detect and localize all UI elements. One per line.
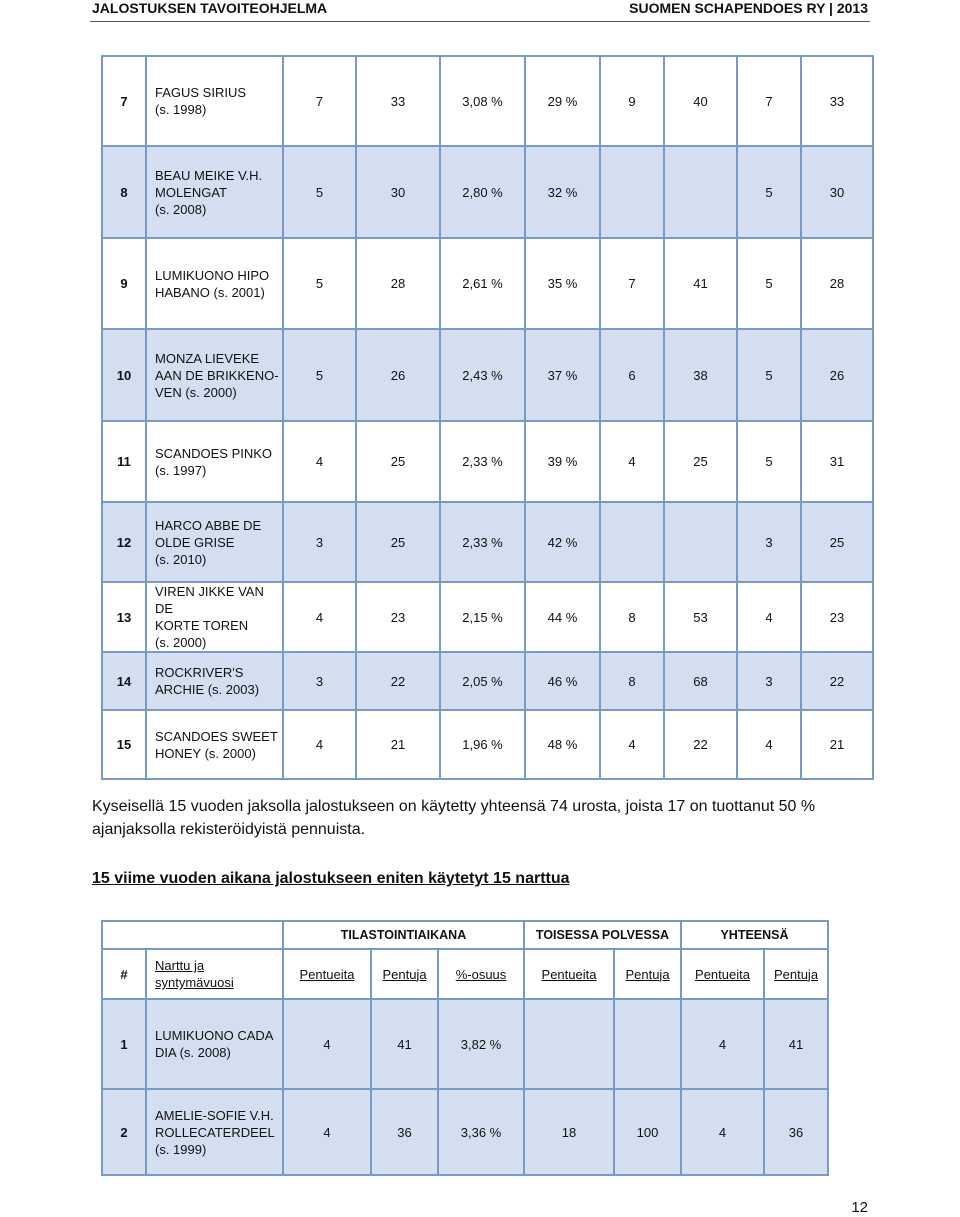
second-gen-litters: 9 — [601, 55, 665, 147]
dog-name: FAGUS SIRIUS (s. 1998) — [147, 55, 284, 147]
share: 2,43 % — [441, 330, 526, 422]
share: 2,05 % — [441, 653, 526, 711]
share: 3,08 % — [441, 55, 526, 147]
cumulative-share: 32 % — [526, 147, 601, 239]
total-litters: 5 — [738, 422, 802, 503]
page-header — [0, 0, 960, 22]
cumulative-share: 46 % — [526, 653, 601, 711]
row-number: 12 — [101, 503, 147, 583]
dog-name: VIREN JIKKE VAN DE KORTE TOREN (s. 2000) — [147, 583, 284, 653]
puppies: 23 — [357, 583, 441, 653]
total-litters: 4 — [738, 711, 802, 780]
cumulative-share: 29 % — [526, 55, 601, 147]
header-rule — [90, 21, 870, 22]
puppies: 22 — [357, 653, 441, 711]
col-header-total-puppies: Pentuja — [765, 950, 829, 1000]
total-puppies: 26 — [802, 330, 874, 422]
total-litters: 3 — [738, 653, 802, 711]
litters: 3 — [284, 653, 357, 711]
page-number: 12 — [851, 1199, 868, 1216]
row-number: 14 — [101, 653, 147, 711]
dog-name: SCANDOES PINKO (s. 1997) — [147, 422, 284, 503]
second-gen-litters: 18 — [525, 1090, 615, 1176]
total-puppies: 21 — [802, 711, 874, 780]
header-organization: SUOMEN SCHAPENDOES RY | 2013 — [629, 0, 868, 16]
second-gen-litters: 4 — [601, 422, 665, 503]
second-gen-puppies: 41 — [665, 239, 738, 330]
table-row — [101, 653, 874, 711]
dog-name: HARCO ABBE DE OLDE GRISE (s. 2010) — [147, 503, 284, 583]
row-number: 13 — [101, 583, 147, 653]
puppies: 33 — [357, 55, 441, 147]
table-group-header — [101, 920, 829, 950]
second-gen-litters — [601, 503, 665, 583]
table-row — [101, 147, 874, 239]
second-gen-litters: 8 — [601, 583, 665, 653]
col-header-litters: Pentueita — [284, 950, 372, 1000]
females-table — [101, 920, 829, 1176]
row-number: 11 — [101, 422, 147, 503]
row-number: 10 — [101, 330, 147, 422]
header-title: JALOSTUKSEN TAVOITEOHJELMA — [92, 0, 328, 16]
second-gen-puppies: 100 — [615, 1090, 682, 1176]
litters: 4 — [284, 1000, 372, 1090]
litters: 7 — [284, 55, 357, 147]
second-gen-puppies — [665, 503, 738, 583]
dog-name: ROCKRIVER'S ARCHIE (s. 2003) — [147, 653, 284, 711]
share: 2,80 % — [441, 147, 526, 239]
cumulative-share: 44 % — [526, 583, 601, 653]
second-gen-puppies: 38 — [665, 330, 738, 422]
second-gen-litters — [601, 147, 665, 239]
puppies: 26 — [357, 330, 441, 422]
col-header-second-gen-puppies: Pentuja — [615, 950, 682, 1000]
col-header-share: %-osuus — [439, 950, 525, 1000]
total-puppies: 31 — [802, 422, 874, 503]
puppies: 30 — [357, 147, 441, 239]
table-row — [101, 1000, 829, 1090]
males-table — [101, 55, 874, 780]
total-litters: 3 — [738, 503, 802, 583]
total-puppies: 28 — [802, 239, 874, 330]
cumulative-share: 39 % — [526, 422, 601, 503]
total-litters: 4 — [682, 1090, 765, 1176]
litters: 4 — [284, 422, 357, 503]
row-number: 9 — [101, 239, 147, 330]
second-gen-litters: 7 — [601, 239, 665, 330]
table-row — [101, 239, 874, 330]
litters: 5 — [284, 330, 357, 422]
table-row — [101, 1090, 829, 1176]
second-gen-litters: 8 — [601, 653, 665, 711]
table-row — [101, 503, 874, 583]
dog-name: SCANDOES SWEET HONEY (s. 2000) — [147, 711, 284, 780]
litters: 5 — [284, 147, 357, 239]
table-row — [101, 422, 874, 503]
cumulative-share: 35 % — [526, 239, 601, 330]
puppies: 25 — [357, 503, 441, 583]
share: 3,36 % — [439, 1090, 525, 1176]
group-header-total: YHTEENSÄ — [682, 920, 829, 950]
table-row — [101, 711, 874, 780]
females-section-heading: 15 viime vuoden aikana jalostukseen eniten käytetyt 15 narttua — [92, 870, 570, 887]
litters: 4 — [284, 1090, 372, 1176]
total-puppies: 25 — [802, 503, 874, 583]
col-header-female: Narttu ja syntymävuosi — [147, 950, 284, 1000]
cumulative-share: 37 % — [526, 330, 601, 422]
second-gen-puppies — [615, 1000, 682, 1090]
total-puppies: 33 — [802, 55, 874, 147]
total-puppies: 41 — [765, 1000, 829, 1090]
group-header-statistics-period: TILASTOINTIAIKANA — [284, 920, 525, 950]
second-gen-litters: 6 — [601, 330, 665, 422]
second-gen-litters: 4 — [601, 711, 665, 780]
share: 2,15 % — [441, 583, 526, 653]
puppies: 28 — [357, 239, 441, 330]
share: 3,82 % — [439, 1000, 525, 1090]
dog-name: LUMIKUONO CADA DIA (s. 2008) — [147, 1000, 284, 1090]
total-puppies: 36 — [765, 1090, 829, 1176]
total-litters: 5 — [738, 330, 802, 422]
total-litters: 4 — [738, 583, 802, 653]
row-number: 8 — [101, 147, 147, 239]
puppies: 21 — [357, 711, 441, 780]
table-row — [101, 330, 874, 422]
total-litters: 7 — [738, 55, 802, 147]
table-row — [101, 583, 874, 653]
litters: 5 — [284, 239, 357, 330]
col-header-total-litters: Pentueita — [682, 950, 765, 1000]
total-litters: 5 — [738, 239, 802, 330]
total-puppies: 30 — [802, 147, 874, 239]
group-header-blank — [101, 920, 284, 950]
dog-name: LUMIKUONO HIPO HABANO (s. 2001) — [147, 239, 284, 330]
table-row — [101, 55, 874, 147]
share: 2,33 % — [441, 503, 526, 583]
second-gen-puppies: 25 — [665, 422, 738, 503]
table-column-header — [101, 950, 829, 1000]
second-gen-puppies: 22 — [665, 711, 738, 780]
share: 2,61 % — [441, 239, 526, 330]
litters: 4 — [284, 583, 357, 653]
total-puppies: 22 — [802, 653, 874, 711]
row-number: 7 — [101, 55, 147, 147]
second-gen-litters — [525, 1000, 615, 1090]
row-number: 1 — [101, 1000, 147, 1090]
total-litters: 4 — [682, 1000, 765, 1090]
dog-name: BEAU MEIKE V.H. MOLENGAT (s. 2008) — [147, 147, 284, 239]
cumulative-share: 48 % — [526, 711, 601, 780]
litters: 4 — [284, 711, 357, 780]
litters: 3 — [284, 503, 357, 583]
second-gen-puppies — [665, 147, 738, 239]
total-puppies: 23 — [802, 583, 874, 653]
col-header-number: # — [101, 950, 147, 1000]
row-number: 2 — [101, 1090, 147, 1176]
col-header-second-gen-litters: Pentueita — [525, 950, 615, 1000]
dog-name: AMELIE-SOFIE V.H. ROLLECATERDEEL (s. 1999) — [147, 1090, 284, 1176]
share: 2,33 % — [441, 422, 526, 503]
second-gen-puppies: 53 — [665, 583, 738, 653]
second-gen-puppies: 40 — [665, 55, 738, 147]
row-number: 15 — [101, 711, 147, 780]
puppies: 25 — [357, 422, 441, 503]
second-gen-puppies: 68 — [665, 653, 738, 711]
puppies: 36 — [372, 1090, 439, 1176]
col-header-puppies: Pentuja — [372, 950, 439, 1000]
total-litters: 5 — [738, 147, 802, 239]
dog-name: MONZA LIEVEKE AAN DE BRIKKENO- VEN (s. 2000) — [147, 330, 284, 422]
puppies: 41 — [372, 1000, 439, 1090]
group-header-second-generation: TOISESSA POLVESSA — [525, 920, 682, 950]
cumulative-share: 42 % — [526, 503, 601, 583]
share: 1,96 % — [441, 711, 526, 780]
summary-paragraph: Kyseisellä 15 vuoden jaksolla jalostukseen on käytetty yhteensä 74 urosta, joista 17 on tuottanut 50 % ajanjaksolla rekisteröidyistä pennuista. — [92, 798, 816, 838]
